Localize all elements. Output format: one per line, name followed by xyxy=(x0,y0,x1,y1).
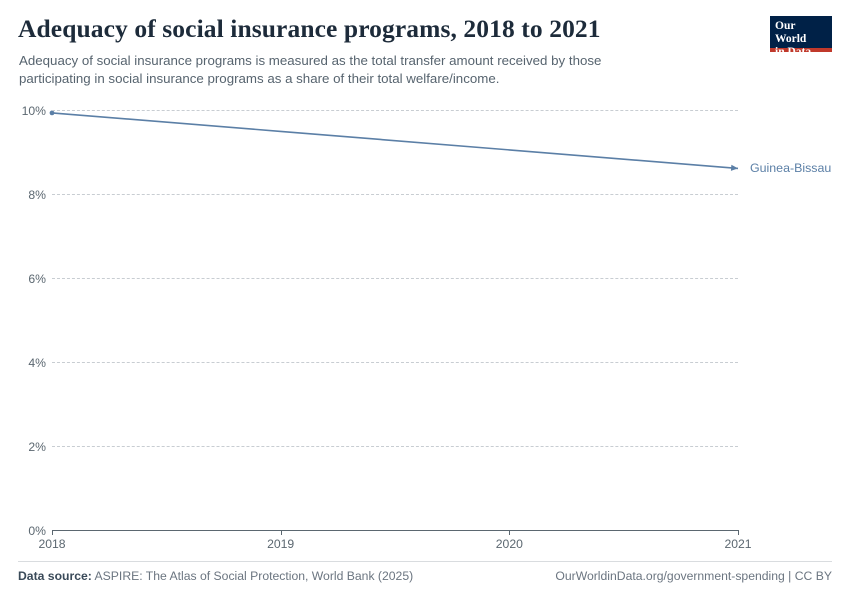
x-axis-tick-mark xyxy=(509,530,510,535)
series-line-guinea-bissau xyxy=(52,113,738,168)
y-axis-tick-label: 0% xyxy=(28,524,46,538)
page-title: Adequacy of social insurance programs, 2018 to 2021 xyxy=(18,14,601,43)
data-source xyxy=(18,569,413,583)
x-axis-tick-label: 2019 xyxy=(267,537,295,551)
y-axis-tick-label: 8% xyxy=(28,188,46,202)
chart-subtitle: Adequacy of social insurance programs is measured as the total transfer amount received by those participating in social insurance programs as a share of their total welfare/income. xyxy=(19,53,602,86)
series-lines xyxy=(52,110,738,530)
series-start-marker xyxy=(50,111,55,116)
y-axis-tick-label: 2% xyxy=(28,440,46,454)
y-axis-tick-label: 4% xyxy=(28,356,46,370)
y-axis-tick-label: 6% xyxy=(28,272,46,286)
gridline-4% xyxy=(28,356,738,370)
x-axis-tick-mark xyxy=(52,530,53,535)
series-end-arrow xyxy=(731,165,738,171)
data-source-text: ASPIRE: The Atlas of Social Protection, World Bank (2025) xyxy=(94,569,414,583)
series-label-guinea-bissau[interactable]: Guinea-Bissau xyxy=(750,161,832,176)
owid-logo[interactable] xyxy=(770,16,832,58)
gridline-0% xyxy=(28,524,738,538)
data-source-label: Data source: xyxy=(18,569,92,583)
plot-area xyxy=(21,104,832,551)
x-axis-tick-label: 2018 xyxy=(38,537,66,551)
owid-logo-line2: in Data xyxy=(775,46,812,58)
footer-divider xyxy=(18,561,832,562)
gridline-8% xyxy=(28,188,738,202)
y-axis-tick-label: 10% xyxy=(21,104,46,118)
x-axis-tick-mark xyxy=(738,530,739,535)
owid-logo-line1: Our World xyxy=(775,20,807,45)
x-axis-tick-mark xyxy=(281,530,282,535)
x-axis-tick-label: 2020 xyxy=(495,537,523,551)
gridline-2% xyxy=(28,440,738,454)
x-axis-tick-label: 2021 xyxy=(724,537,752,551)
gridline-6% xyxy=(28,272,738,286)
footer-credit[interactable]: OurWorldinData.org/government-spending | CC BY xyxy=(555,569,832,583)
gridline-10% xyxy=(21,104,738,118)
